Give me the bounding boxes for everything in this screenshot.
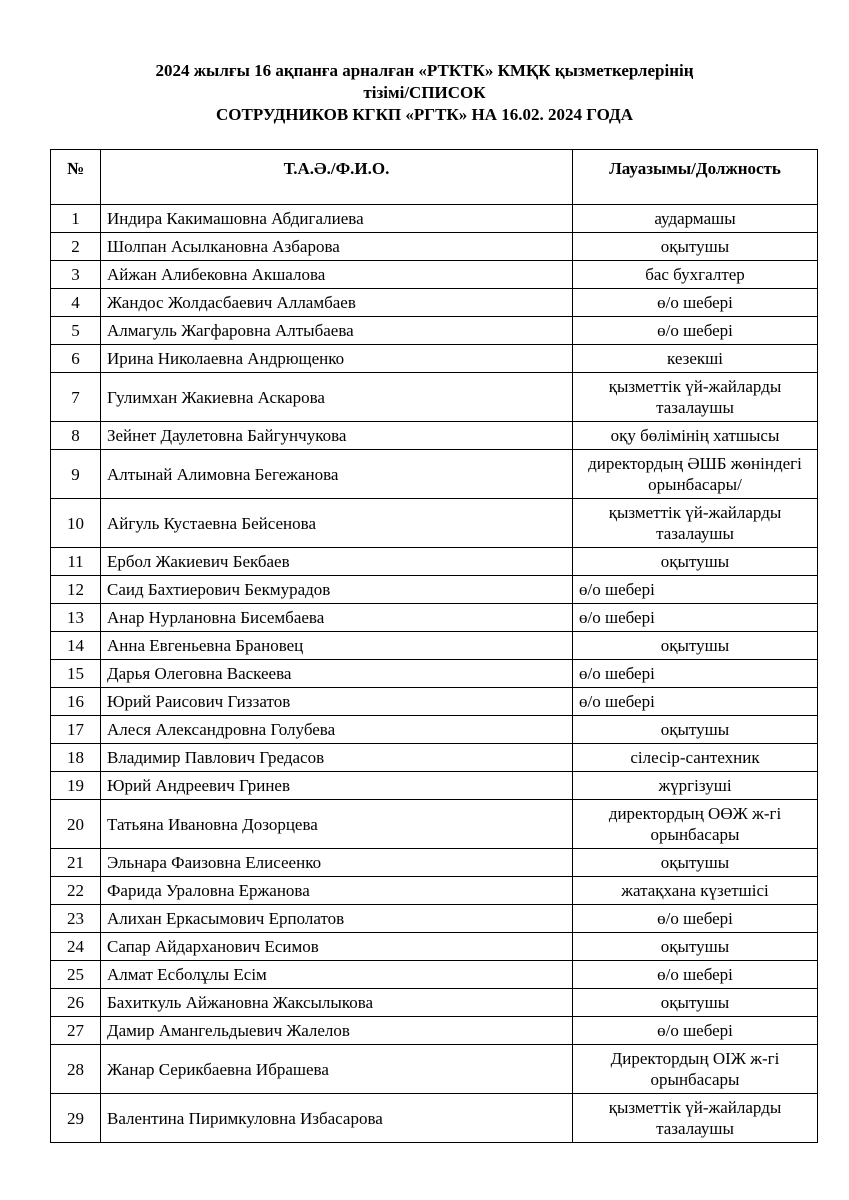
row-full-name: Ербол Жакиевич Бекбаев: [101, 548, 573, 576]
row-number: 7: [51, 373, 101, 422]
header-number: №: [51, 150, 101, 205]
table-row: [51, 373, 818, 422]
row-position: оқытушы: [573, 716, 818, 744]
row-position: оқу бөлімінің хатшысы: [573, 422, 818, 450]
row-position: Директордың ОІЖ ж-гі орынбасары: [573, 1045, 818, 1094]
row-number: 23: [51, 905, 101, 933]
row-position: оқытушы: [573, 849, 818, 877]
header-full-name: Т.А.Ә./Ф.И.О.: [101, 150, 573, 205]
table-row: [51, 660, 818, 688]
row-number: 29: [51, 1094, 101, 1143]
row-position: ө/о шеберi: [573, 905, 818, 933]
row-full-name: Зейнет Даулетовна Байгунчукова: [101, 422, 573, 450]
table-row: [51, 422, 818, 450]
table-row: [51, 744, 818, 772]
table-row: [51, 716, 818, 744]
row-full-name: Анар Нурлановна Бисембаева: [101, 604, 573, 632]
table-row: [51, 576, 818, 604]
row-number: 13: [51, 604, 101, 632]
row-number: 28: [51, 1045, 101, 1094]
title-line-1: 2024 жылғы 16 ақпанға арналған «РТКТК» КМҚК қызметкерлерінің: [155, 61, 694, 80]
row-number: 27: [51, 1017, 101, 1045]
row-position: ө/о шеберi: [573, 289, 818, 317]
row-full-name: Алихан Еркасымович Ерполатов: [101, 905, 573, 933]
row-number: 2: [51, 233, 101, 261]
row-full-name: Ирина Николаевна Андрющенко: [101, 345, 573, 373]
row-number: 22: [51, 877, 101, 905]
row-position: жүргізуші: [573, 772, 818, 800]
table-row: [51, 961, 818, 989]
row-number: 3: [51, 261, 101, 289]
table-row: [51, 261, 818, 289]
row-position: оқытушы: [573, 233, 818, 261]
row-position: жатақхана күзетшісі: [573, 877, 818, 905]
row-full-name: Эльнара Фаизовна Елисеенко: [101, 849, 573, 877]
table-row: [51, 772, 818, 800]
row-full-name: Айгуль Кустаевна Бейсенова: [101, 499, 573, 548]
row-full-name: Дарья Олеговна Васкеева: [101, 660, 573, 688]
row-position: оқытушы: [573, 989, 818, 1017]
row-number: 16: [51, 688, 101, 716]
row-position: ө/о шеберi: [573, 961, 818, 989]
document-title: [0, 60, 849, 126]
row-number: 6: [51, 345, 101, 373]
row-number: 18: [51, 744, 101, 772]
table-row: [51, 933, 818, 961]
row-number: 5: [51, 317, 101, 345]
row-full-name: Фарида Ураловна Ержанова: [101, 877, 573, 905]
row-full-name: Анна Евгеньевна Брановец: [101, 632, 573, 660]
row-full-name: Гулимхан Жакиевна Аскарова: [101, 373, 573, 422]
row-full-name: Жандос Жолдасбаевич Алламбаев: [101, 289, 573, 317]
row-full-name: Алмат Есболұлы Есім: [101, 961, 573, 989]
row-position: кезекші: [573, 345, 818, 373]
row-full-name: Валентина Пиримкуловна Избасарова: [101, 1094, 573, 1143]
row-number: 17: [51, 716, 101, 744]
row-full-name: Юрий Раисович Гиззатов: [101, 688, 573, 716]
header-position: Лауазымы/Должность: [573, 150, 818, 205]
row-number: 11: [51, 548, 101, 576]
row-position: қызметтік үй-жайларды тазалаушы: [573, 1094, 818, 1143]
row-position: ө/о шеберi: [573, 1017, 818, 1045]
row-full-name: Бахиткуль Айжановна Жаксылыкова: [101, 989, 573, 1017]
row-position: ө/о шеберi: [573, 576, 818, 604]
table-row: [51, 604, 818, 632]
table-row: [51, 688, 818, 716]
row-full-name: Алмагуль Жагфаровна Алтыбаева: [101, 317, 573, 345]
row-number: 4: [51, 289, 101, 317]
row-position: сілесір-сантехник: [573, 744, 818, 772]
row-position: ө/о шеберi: [573, 688, 818, 716]
row-number: 19: [51, 772, 101, 800]
row-position: ө/о шеберi: [573, 604, 818, 632]
table-row: [51, 1017, 818, 1045]
table-row: [51, 989, 818, 1017]
row-number: 25: [51, 961, 101, 989]
row-position: оқытушы: [573, 632, 818, 660]
table-row: [51, 905, 818, 933]
table-row: [51, 548, 818, 576]
row-number: 20: [51, 800, 101, 849]
table-row: [51, 1045, 818, 1094]
row-number: 14: [51, 632, 101, 660]
row-position: аудармашы: [573, 205, 818, 233]
row-position: директордың ӘШБ жөніндегі орынбасары/: [573, 450, 818, 499]
row-full-name: Алеся Александровна Голубева: [101, 716, 573, 744]
row-position: бас бухгалтер: [573, 261, 818, 289]
row-full-name: Юрий Андреевич Гринев: [101, 772, 573, 800]
row-full-name: Сапар Айдарханович Есимов: [101, 933, 573, 961]
row-full-name: Айжан Алибековна Акшалова: [101, 261, 573, 289]
row-full-name: Алтынай Алимовна Бегежанова: [101, 450, 573, 499]
row-number: 15: [51, 660, 101, 688]
row-full-name: Владимир Павлович Гредасов: [101, 744, 573, 772]
table-row: [51, 450, 818, 499]
row-position: ө/о шеберi: [573, 660, 818, 688]
table-row: [51, 233, 818, 261]
row-position: ө/о шеберi: [573, 317, 818, 345]
title-line-3: СОТРУДНИКОВ КГКП «РГТК» НА 16.02. 2024 ГОДА: [216, 105, 633, 124]
table-row: [51, 800, 818, 849]
row-number: 24: [51, 933, 101, 961]
row-number: 1: [51, 205, 101, 233]
table-body: [51, 205, 818, 1143]
row-full-name: Татьяна Ивановна Дозорцева: [101, 800, 573, 849]
row-number: 8: [51, 422, 101, 450]
row-number: 21: [51, 849, 101, 877]
row-number: 9: [51, 450, 101, 499]
row-full-name: Индира Какимашовна Абдигалиева: [101, 205, 573, 233]
row-position: директордың ОӨЖ ж-гі орынбасары: [573, 800, 818, 849]
row-full-name: Саид Бахтиерович Бекмурадов: [101, 576, 573, 604]
row-full-name: Жанар Серикбаевна Ибрашева: [101, 1045, 573, 1094]
row-number: 26: [51, 989, 101, 1017]
table-row: [51, 317, 818, 345]
table-row: [51, 499, 818, 548]
title-line-2: тізімі/СПИСОК: [363, 83, 486, 102]
table-row: [51, 289, 818, 317]
row-number: 12: [51, 576, 101, 604]
row-position: қызметтік үй-жайларды тазалаушы: [573, 373, 818, 422]
table-header-row: [51, 150, 818, 205]
table-row: [51, 205, 818, 233]
table-row: [51, 632, 818, 660]
table-row: [51, 877, 818, 905]
row-position: оқытушы: [573, 548, 818, 576]
staff-table: [50, 149, 818, 1143]
table-row: [51, 345, 818, 373]
row-number: 10: [51, 499, 101, 548]
table-row: [51, 1094, 818, 1143]
row-full-name: Дамир Амангельдыевич Жалелов: [101, 1017, 573, 1045]
row-full-name: Шолпан Асылкановна Азбарова: [101, 233, 573, 261]
table-row: [51, 849, 818, 877]
row-position: оқытушы: [573, 933, 818, 961]
row-position: қызметтік үй-жайларды тазалаушы: [573, 499, 818, 548]
